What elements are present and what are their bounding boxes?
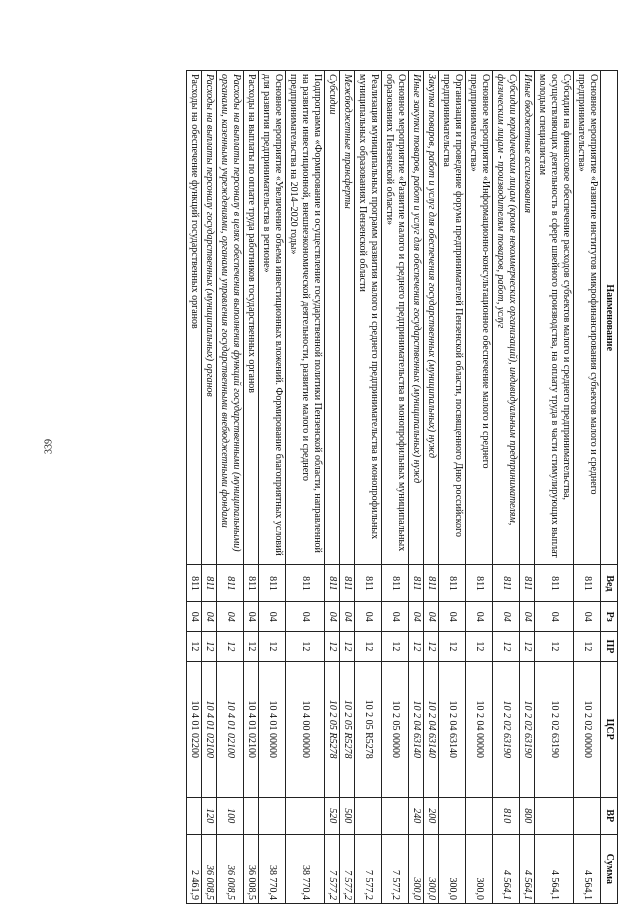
table-row [535, 71, 574, 904]
cell-pr: 12 [424, 632, 439, 662]
cell-csr: 10 4 01 02200 [187, 661, 202, 797]
header-rz: Рз [601, 602, 618, 632]
cell-rz: 04 [325, 602, 340, 632]
cell-csr: 10 2 05 00000 [382, 661, 409, 797]
cell-name: Подпрограмма «Формирование и осуществление государственной политики Пензенской области, направленной на развитие инвестиционной, внешнеэкономической деятельности, развитие малого и среднего предпринимательства на 2014–2020 годы» [286, 71, 325, 565]
cell-rz: 04 [466, 602, 493, 632]
cell-sum: 7 577,2 [382, 834, 409, 903]
cell-sum: 38 770,4 [259, 834, 286, 903]
cell-vr [355, 797, 382, 834]
cell-name: Расходы на обеспечение функций государственных органов [187, 71, 202, 565]
cell-vr [286, 797, 325, 834]
cell-sum: 4 564,1 [520, 834, 535, 903]
cell-csr: 10 2 04 63140 [439, 661, 466, 797]
cell-rz: 04 [382, 602, 409, 632]
cell-name: Основное мероприятие «Информационно-консультационное обеспечение малого и среднего предпринимательства» [466, 71, 493, 565]
cell-name: Основное мероприятие «Развитие институтов микрофинансирования субъектов малого и среднего предпринимательства» [574, 71, 601, 565]
cell-rz: 04 [493, 602, 520, 632]
cell-vr [535, 797, 574, 834]
header-name: Наименование [601, 71, 618, 565]
cell-ved: 811 [202, 565, 217, 602]
cell-name: Субсидии [325, 71, 340, 565]
cell-name: Субсидии юридическим лицам (кроме некоммерческих организаций), индивидуальным предпринимателям, физическим лицам - производителям товаров, работ, услуг [493, 71, 520, 565]
table-header-row [601, 71, 618, 904]
cell-sum: 4 564,1 [574, 834, 601, 903]
cell-rz: 04 [286, 602, 325, 632]
cell-vr: 810 [493, 797, 520, 834]
cell-ved: 811 [187, 565, 202, 602]
header-vr: ВР [601, 797, 618, 834]
cell-ved: 811 [382, 565, 409, 602]
table-row [466, 71, 493, 904]
cell-name: Иные бюджетные ассигнования [520, 71, 535, 565]
cell-pr: 12 [439, 632, 466, 662]
cell-csr: 10 4 01 02100 [202, 661, 217, 797]
cell-name: Иные закупки товаров, работ и услуг для обеспечения государственных (муниципальных) нужд [409, 71, 424, 565]
cell-sum: 7 577,2 [325, 834, 340, 903]
cell-sum: 4 564,1 [535, 834, 574, 903]
table-row [325, 71, 340, 904]
cell-ved: 811 [424, 565, 439, 602]
table-row [520, 71, 535, 904]
cell-vr [187, 797, 202, 834]
cell-ved: 811 [520, 565, 535, 602]
table-row [187, 71, 202, 904]
cell-ved: 811 [259, 565, 286, 602]
cell-ved: 811 [217, 565, 244, 602]
cell-csr: 10 4 00 00000 [286, 661, 325, 797]
cell-rz: 04 [409, 602, 424, 632]
cell-ved: 811 [535, 565, 574, 602]
cell-rz: 04 [355, 602, 382, 632]
cell-ved: 811 [286, 565, 325, 602]
table-row [202, 71, 217, 904]
cell-vr: 500 [340, 797, 355, 834]
cell-csr: 10 2 05 R5278 [340, 661, 355, 797]
cell-vr: 800 [520, 797, 535, 834]
cell-sum: 300,0 [409, 834, 424, 903]
cell-pr: 12 [355, 632, 382, 662]
table-body [187, 71, 601, 904]
cell-vr [259, 797, 286, 834]
cell-sum: 38 770,4 [286, 834, 325, 903]
cell-pr: 12 [244, 632, 259, 662]
cell-rz: 04 [424, 602, 439, 632]
cell-pr: 12 [535, 632, 574, 662]
header-pr: ПР [601, 632, 618, 662]
cell-pr: 12 [286, 632, 325, 662]
cell-ved: 811 [574, 565, 601, 602]
cell-csr: 10 2 05 R5278 [355, 661, 382, 797]
table-row [574, 71, 601, 904]
cell-pr: 12 [493, 632, 520, 662]
cell-vr: 100 [217, 797, 244, 834]
cell-vr: 520 [325, 797, 340, 834]
table-row [217, 71, 244, 904]
cell-sum: 300,0 [424, 834, 439, 903]
cell-csr: 10 2 05 R5278 [325, 661, 340, 797]
table-row [340, 71, 355, 904]
cell-rz: 04 [340, 602, 355, 632]
cell-ved: 811 [439, 565, 466, 602]
cell-rz: 04 [187, 602, 202, 632]
cell-ved: 811 [244, 565, 259, 602]
cell-rz: 04 [202, 602, 217, 632]
cell-vr: 240 [409, 797, 424, 834]
cell-pr: 12 [520, 632, 535, 662]
cell-pr: 12 [259, 632, 286, 662]
cell-csr: 10 2 02 63190 [535, 661, 574, 797]
cell-pr: 12 [202, 632, 217, 662]
cell-sum: 7 577,2 [340, 834, 355, 903]
cell-csr: 10 2 02 63190 [520, 661, 535, 797]
cell-sum: 36 008,5 [217, 834, 244, 903]
header-ved: Вед [601, 565, 618, 602]
cell-rz: 04 [574, 602, 601, 632]
cell-csr: 10 2 02 63190 [493, 661, 520, 797]
cell-name: Закупка товаров, работ и услуг для обеспечения государственных (муниципальных) нужд [424, 71, 439, 565]
cell-sum: 7 577,2 [355, 834, 382, 903]
cell-pr: 12 [574, 632, 601, 662]
cell-pr: 12 [409, 632, 424, 662]
cell-sum: 300,0 [466, 834, 493, 903]
table-row [286, 71, 325, 904]
budget-table [186, 70, 618, 904]
cell-csr: 10 4 01 02100 [244, 661, 259, 797]
cell-sum: 2 461,9 [187, 834, 202, 903]
cell-rz: 04 [535, 602, 574, 632]
table-row [493, 71, 520, 904]
cell-pr: 12 [340, 632, 355, 662]
cell-name: Реализация муниципальных программ развития малого и среднего предпринимательства в монопрофильных муниципальных образованиях Пензенской области [355, 71, 382, 565]
cell-sum: 4 564,1 [493, 834, 520, 903]
rotated-table-container [76, 70, 618, 904]
cell-ved: 811 [340, 565, 355, 602]
cell-name: Основное мероприятие «Увеличение объема инвестиционных вложений. Формирование благоприятных условий для развития предпринимательства в регионе» [259, 71, 286, 565]
cell-vr [244, 797, 259, 834]
cell-ved: 811 [325, 565, 340, 602]
table-row [439, 71, 466, 904]
cell-ved: 811 [466, 565, 493, 602]
cell-ved: 811 [409, 565, 424, 602]
cell-sum: 36 008,5 [244, 834, 259, 903]
cell-name: Субсидии на финансовое обеспечение расходов субъектов малого и среднего предпринимательства, осуществляющих деятельность в сфере швейного производства, на оплату труда в части стимулирующих выплат молодым специалистам [535, 71, 574, 565]
cell-rz: 04 [217, 602, 244, 632]
cell-name: Основное мероприятие «Развитие малого и среднего предпринимательства в монопрофильных муниципальных образованиях Пензенской области» [382, 71, 409, 565]
table-row [244, 71, 259, 904]
cell-csr: 10 2 04 63140 [409, 661, 424, 797]
cell-pr: 12 [325, 632, 340, 662]
header-sum: Сумма [601, 834, 618, 903]
table-row [382, 71, 409, 904]
cell-csr: 10 2 02 00000 [574, 661, 601, 797]
cell-name: Организация и проведение форума предпринимателей Пензенской области, посвященного Дню российского предпринимательства [439, 71, 466, 565]
cell-csr: 10 2 04 63140 [424, 661, 439, 797]
table-row [355, 71, 382, 904]
cell-rz: 04 [244, 602, 259, 632]
cell-name: Расходы на выплаты по оплате труда работников государственных органов [244, 71, 259, 565]
cell-pr: 12 [466, 632, 493, 662]
cell-rz: 04 [520, 602, 535, 632]
cell-pr: 12 [382, 632, 409, 662]
cell-name: Расходы на выплаты персоналу государственных (муниципальных) органов [202, 71, 217, 565]
cell-csr: 10 4 01 02100 [217, 661, 244, 797]
cell-csr: 10 4 01 00000 [259, 661, 286, 797]
cell-rz: 04 [259, 602, 286, 632]
cell-vr [574, 797, 601, 834]
cell-vr [439, 797, 466, 834]
cell-name: Расходы на выплаты персоналу в целях обеспечения выполнения функций государственными (муниципальными) органами, казенными учреждениями, органами управления государственными внебюджетными фондами [217, 71, 244, 565]
table-row [259, 71, 286, 904]
header-csr: ЦСР [601, 661, 618, 797]
table-row [424, 71, 439, 904]
cell-vr [382, 797, 409, 834]
table-row [409, 71, 424, 904]
cell-ved: 811 [493, 565, 520, 602]
cell-name: Межбюджетные трансферты [340, 71, 355, 565]
cell-vr: 120 [202, 797, 217, 834]
cell-vr: 200 [424, 797, 439, 834]
cell-pr: 12 [217, 632, 244, 662]
cell-pr: 12 [187, 632, 202, 662]
cell-vr [466, 797, 493, 834]
cell-sum: 36 008,5 [202, 834, 217, 903]
page-number: 339 [43, 439, 55, 454]
cell-csr: 10 2 04 00000 [466, 661, 493, 797]
cell-rz: 04 [439, 602, 466, 632]
cell-ved: 811 [355, 565, 382, 602]
cell-sum: 300,0 [439, 834, 466, 903]
